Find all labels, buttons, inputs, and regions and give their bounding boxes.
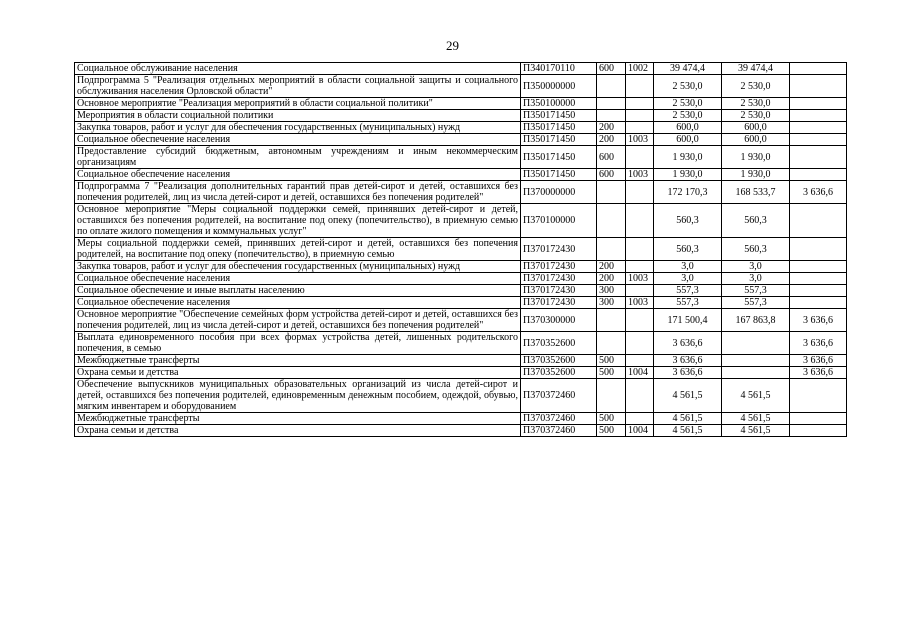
row-expense-type (597, 332, 626, 355)
row-code: П350000000 (521, 75, 597, 98)
row-total: 3 636,6 (654, 332, 722, 355)
row-section: 1003 (626, 297, 654, 309)
row-code: П370372460 (521, 413, 597, 425)
table-row (75, 204, 847, 238)
row-total: 557,3 (654, 297, 722, 309)
row-expense-type: 500 (597, 367, 626, 379)
row-name: Мероприятия в области социальной политики (75, 110, 521, 122)
row-own-funds: 2 530,0 (722, 110, 790, 122)
row-federal-funds (790, 261, 847, 273)
row-total: 2 530,0 (654, 75, 722, 98)
row-total: 600,0 (654, 122, 722, 134)
row-code: П370172430 (521, 261, 597, 273)
row-section (626, 238, 654, 261)
row-federal-funds: 3 636,6 (790, 355, 847, 367)
row-federal-funds (790, 297, 847, 309)
row-section: 1004 (626, 367, 654, 379)
row-own-funds (722, 355, 790, 367)
row-name: Обеспечение выпускников муниципальных образовательных организаций из числа детей-сирот и детей, оставшихся без попечения родителей, единовременным денежным пособием, одеждой, обувью, мягким инвентарем и оборудованием (75, 379, 521, 413)
row-federal-funds: 3 636,6 (790, 367, 847, 379)
row-own-funds: 557,3 (722, 285, 790, 297)
row-name: Меры социальной поддержки семей, принявших детей-сирот и детей, оставшихся без попечения родителей, на воспитание под опеку (попечительство), в приемную семью (75, 238, 521, 261)
row-own-funds: 167 863,8 (722, 309, 790, 332)
row-federal-funds (790, 425, 847, 437)
row-section (626, 122, 654, 134)
row-own-funds: 2 530,0 (722, 75, 790, 98)
row-federal-funds (790, 285, 847, 297)
row-expense-type: 200 (597, 122, 626, 134)
table-row (75, 355, 847, 367)
row-code: П370172430 (521, 238, 597, 261)
row-expense-type (597, 110, 626, 122)
row-code: П370352600 (521, 332, 597, 355)
row-expense-type: 300 (597, 297, 626, 309)
row-name: Основное мероприятие "Обеспечение семейных форм устройства детей-сирот и детей, оставшихся без попечения родителей, лиц из числа детей-сирот и детей, оставшихся без попечения родителей" (75, 309, 521, 332)
table-row (75, 309, 847, 332)
row-section (626, 379, 654, 413)
row-code: П350171450 (521, 146, 597, 169)
table-row (75, 98, 847, 110)
row-federal-funds (790, 413, 847, 425)
row-total: 600,0 (654, 134, 722, 146)
table-row (75, 367, 847, 379)
row-section: 1003 (626, 273, 654, 285)
row-total: 3,0 (654, 273, 722, 285)
row-name: Социальное обслуживание населения (75, 63, 521, 75)
row-section (626, 146, 654, 169)
row-total: 171 500,4 (654, 309, 722, 332)
row-section (626, 98, 654, 110)
row-name: Межбюджетные трансферты (75, 413, 521, 425)
row-code: П370172430 (521, 273, 597, 285)
row-section (626, 181, 654, 204)
row-name: Основное мероприятие "Меры социальной поддержки семей, принявших детей-сирот и детей, оставшихся без попечения родителей, на воспитание под опеку (попечительство), в приемную семью по оплате жилого помещения и коммунальных услуг" (75, 204, 521, 238)
row-expense-type (597, 204, 626, 238)
row-total: 2 530,0 (654, 110, 722, 122)
row-total: 560,3 (654, 204, 722, 238)
row-total: 4 561,5 (654, 425, 722, 437)
row-expense-type: 600 (597, 146, 626, 169)
table-row (75, 297, 847, 309)
row-expense-type: 500 (597, 425, 626, 437)
row-name: Подпрограмма 7 "Реализация дополнительных гарантий прав детей-сирот и детей, оставшихся без попечения родителей, лиц из числа детей-сирот и детей, оставшихся без попечения родителей" (75, 181, 521, 204)
row-section (626, 355, 654, 367)
row-own-funds: 4 561,5 (722, 379, 790, 413)
row-section (626, 309, 654, 332)
row-total: 39 474,4 (654, 63, 722, 75)
row-expense-type (597, 75, 626, 98)
table-row (75, 285, 847, 297)
row-federal-funds (790, 379, 847, 413)
row-own-funds: 600,0 (722, 134, 790, 146)
row-own-funds: 4 561,5 (722, 413, 790, 425)
row-federal-funds (790, 273, 847, 285)
row-own-funds (722, 332, 790, 355)
row-own-funds: 1 930,0 (722, 146, 790, 169)
table-row (75, 332, 847, 355)
table-row (75, 110, 847, 122)
row-own-funds: 560,3 (722, 204, 790, 238)
row-code: П370000000 (521, 181, 597, 204)
page-number: 29 (446, 38, 459, 53)
row-total: 3 636,6 (654, 355, 722, 367)
row-name: Социальное обеспечение населения (75, 297, 521, 309)
row-name: Социальное обеспечение населения (75, 134, 521, 146)
table-row (75, 181, 847, 204)
row-federal-funds (790, 134, 847, 146)
row-expense-type (597, 238, 626, 261)
table-row (75, 425, 847, 437)
row-expense-type: 600 (597, 63, 626, 75)
row-expense-type (597, 309, 626, 332)
row-expense-type: 300 (597, 285, 626, 297)
table-row (75, 75, 847, 98)
row-federal-funds: 3 636,6 (790, 181, 847, 204)
row-federal-funds (790, 204, 847, 238)
row-code: П370352600 (521, 355, 597, 367)
row-code: П370372460 (521, 425, 597, 437)
row-expense-type: 500 (597, 413, 626, 425)
table-row (75, 146, 847, 169)
table-row (75, 273, 847, 285)
row-total: 560,3 (654, 238, 722, 261)
row-section (626, 332, 654, 355)
row-total: 1 930,0 (654, 169, 722, 181)
row-name: Социальное обеспечение населения (75, 169, 521, 181)
row-code: П370172430 (521, 297, 597, 309)
row-federal-funds (790, 122, 847, 134)
row-expense-type: 200 (597, 134, 626, 146)
row-code: П350171450 (521, 169, 597, 181)
row-expense-type: 200 (597, 261, 626, 273)
row-total: 3 636,6 (654, 367, 722, 379)
row-code: П350100000 (521, 98, 597, 110)
table-row (75, 134, 847, 146)
row-federal-funds: 3 636,6 (790, 332, 847, 355)
row-name: Закупка товаров, работ и услуг для обеспечения государственных (муниципальных) нужд (75, 122, 521, 134)
row-total: 3,0 (654, 261, 722, 273)
row-total: 1 930,0 (654, 146, 722, 169)
row-federal-funds: 3 636,6 (790, 309, 847, 332)
row-section (626, 110, 654, 122)
row-own-funds: 39 474,4 (722, 63, 790, 75)
row-code: П350171450 (521, 110, 597, 122)
row-own-funds: 4 561,5 (722, 425, 790, 437)
row-code: П350171450 (521, 122, 597, 134)
row-expense-type: 200 (597, 273, 626, 285)
row-code: П370300000 (521, 309, 597, 332)
row-federal-funds (790, 110, 847, 122)
row-name: Межбюджетные трансферты (75, 355, 521, 367)
row-section: 1003 (626, 134, 654, 146)
table-row (75, 122, 847, 134)
row-total: 557,3 (654, 285, 722, 297)
row-code: П370372460 (521, 379, 597, 413)
row-federal-funds (790, 98, 847, 110)
row-total: 2 530,0 (654, 98, 722, 110)
row-name: Основное мероприятие "Реализация мероприятий в области социальной политики" (75, 98, 521, 110)
row-name: Охрана семьи и детства (75, 367, 521, 379)
row-code: П370100000 (521, 204, 597, 238)
row-code: П370172430 (521, 285, 597, 297)
row-expense-type (597, 181, 626, 204)
row-name: Выплата единовременного пособия при всех формах устройства детей, лишенных родительского попечения, в семью (75, 332, 521, 355)
row-section: 1003 (626, 169, 654, 181)
row-own-funds: 3,0 (722, 273, 790, 285)
row-name: Социальное обеспечение и иные выплаты населению (75, 285, 521, 297)
row-total: 4 561,5 (654, 413, 722, 425)
row-name: Охрана семьи и детства (75, 425, 521, 437)
table-row (75, 238, 847, 261)
row-expense-type: 500 (597, 355, 626, 367)
row-expense-type (597, 379, 626, 413)
row-code: П340170110 (521, 63, 597, 75)
row-total: 172 170,3 (654, 181, 722, 204)
table-row (75, 379, 847, 413)
row-code: П370352600 (521, 367, 597, 379)
table-row (75, 261, 847, 273)
row-section: 1004 (626, 425, 654, 437)
row-own-funds: 1 930,0 (722, 169, 790, 181)
row-federal-funds (790, 146, 847, 169)
budget-table (74, 62, 847, 437)
row-own-funds: 557,3 (722, 297, 790, 309)
row-code: П350171450 (521, 134, 597, 146)
row-expense-type (597, 98, 626, 110)
row-own-funds: 168 533,7 (722, 181, 790, 204)
table-row (75, 63, 847, 75)
row-name: Закупка товаров, работ и услуг для обеспечения государственных (муниципальных) нужд (75, 261, 521, 273)
row-expense-type: 600 (597, 169, 626, 181)
row-own-funds (722, 367, 790, 379)
row-own-funds: 3,0 (722, 261, 790, 273)
row-own-funds: 560,3 (722, 238, 790, 261)
row-section (626, 413, 654, 425)
table-row (75, 169, 847, 181)
row-federal-funds (790, 63, 847, 75)
row-section (626, 204, 654, 238)
row-name: Подпрограмма 5 "Реализация отдельных мероприятий в области социальной защиты и социального обслуживания населения Орловской области" (75, 75, 521, 98)
row-federal-funds (790, 238, 847, 261)
table-body (75, 63, 847, 437)
row-name: Предоставление субсидий бюджетным, автономным учреждениям и иным некоммерческим организациям (75, 146, 521, 169)
row-federal-funds (790, 75, 847, 98)
row-federal-funds (790, 169, 847, 181)
row-total: 4 561,5 (654, 379, 722, 413)
row-section (626, 261, 654, 273)
table-row (75, 413, 847, 425)
row-own-funds: 2 530,0 (722, 98, 790, 110)
row-section (626, 285, 654, 297)
row-section (626, 75, 654, 98)
row-section: 1002 (626, 63, 654, 75)
row-own-funds: 600,0 (722, 122, 790, 134)
row-name: Социальное обеспечение населения (75, 273, 521, 285)
